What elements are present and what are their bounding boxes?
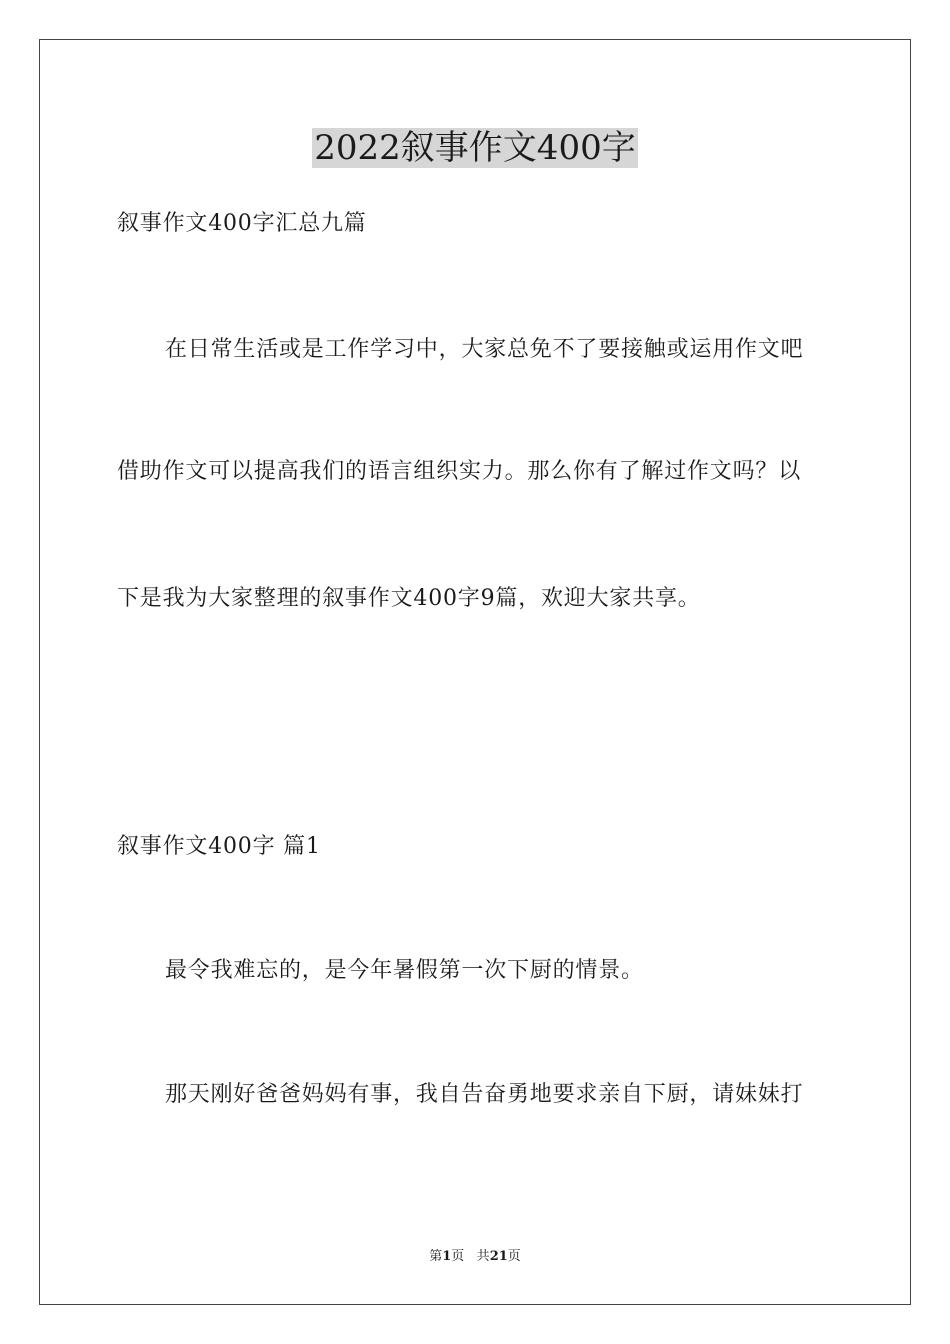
body-line-2: 那天刚好爸爸妈妈有事，我自告奋勇地要求亲自下厨，请妹妹打 [165,1082,804,1107]
footer-current-page: 1 [442,1249,452,1264]
footer-total-prefix: 共 [476,1249,490,1264]
footer-total-suffix: 页 [507,1249,521,1264]
intro-line-1: 在日常生活或是工作学习中，大家总免不了要接触或运用作文吧 [165,337,804,362]
body-line-1: 最令我难忘的，是今年暑假第一次下厨的情景。 [165,958,644,983]
footer-page-suffix: 页 [451,1249,465,1264]
document-title [0,128,950,168]
page-footer [0,1248,950,1266]
footer-total-pages: 21 [489,1249,508,1264]
footer-prefix: 第 [429,1249,443,1264]
title-text: 2022叙事作文400字 [314,128,636,168]
section-heading: 叙事作文400字 篇1 [117,834,321,859]
intro-line-2: 借助作文可以提高我们的语言组织实力。那么你有了解过作文吗？以 [117,459,802,484]
intro-line-3: 下是我为大家整理的叙事作文400字9篇，欢迎大家共享。 [117,586,701,611]
document-subtitle: 叙事作文400字汇总九篇 [117,211,367,236]
